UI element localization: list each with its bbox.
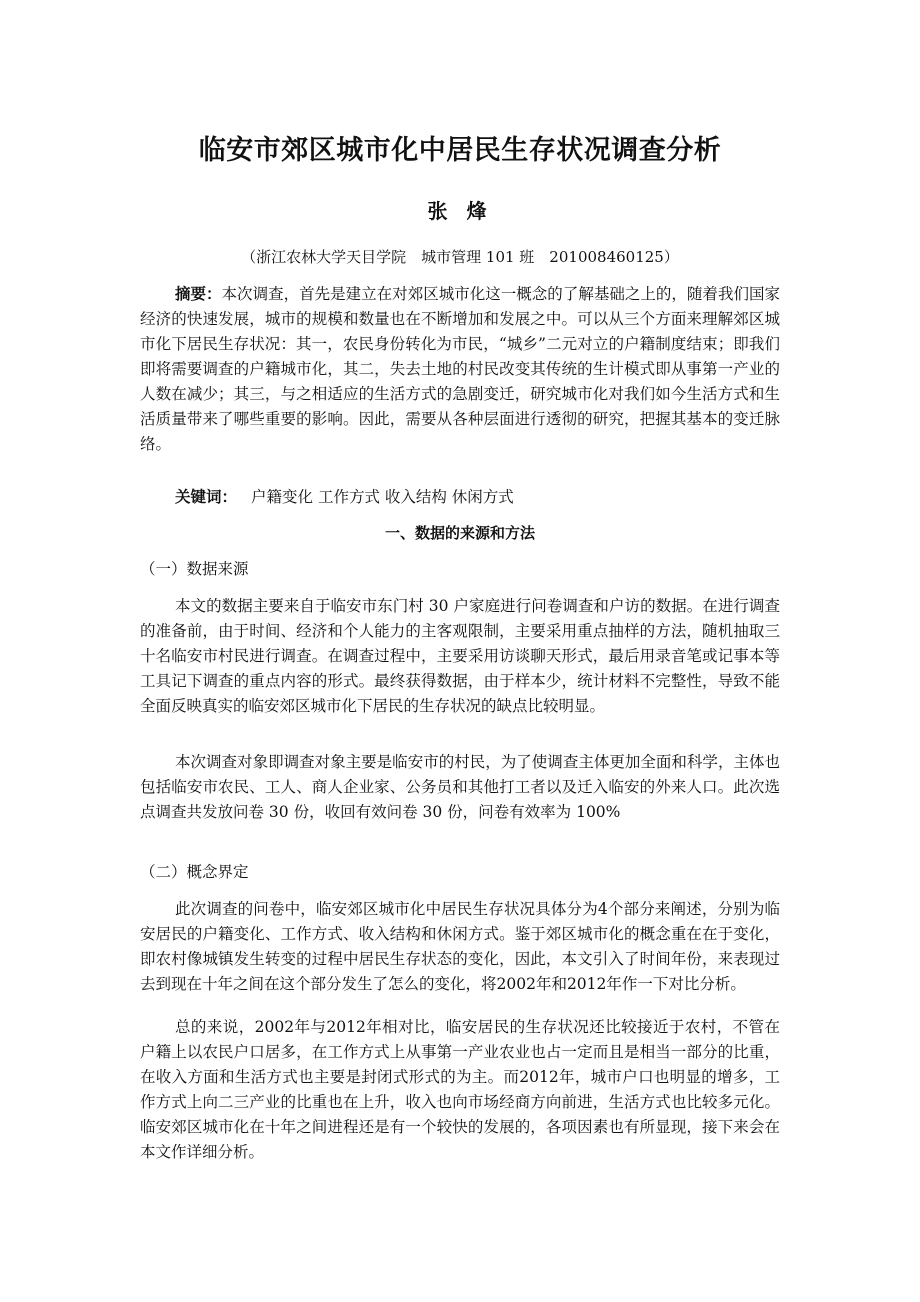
keywords-label: 关键词： [175,488,238,506]
paragraph-data-source-1: 本文的数据主要来自于临安市东门村 30 户家庭进行问卷调查和户访的数据。在进行调查的准备前，由于时间、经济和个人能力的主客观限制，主要采用重点抽样的方法，随机抽取三十名临安市村民进行调查。在调查过程中，主要采用访谈聊天形式，最后用录音笔或记事本等工具记下调查的重点内容的形式。最终获得数据，由于样本少，统计材料不完整性，导致不能全面反映真实的临安郊区城市化下居民的生存状况的缺点比较明显。 [140,597,780,715]
abstract-text: 本次调查，首先是建立在对郊区城市化这一概念的了解基础之上的，随着我们国家经济的快速发展，城市的规模和数量也在不断增加和发展之中。可以从三个方面来理解郊区城市化下居民生存状况：其一，农民身份转化为市民，“城乡”二元对立的户籍制度结束；即我们即将需要调查的户籍城市化，其二，失去土地的村民改变其传统的生计模式即从事第一产业的人数在减少；其三，与之相适应的生活方式的急剧变迁，研究城市化对我们如今生活方式和生活质量带来了哪些重要的影响。因此，需要从各种层面进行透彻的研究，把握其基本的变迁脉络。 [140,285,780,453]
paragraph-data-source-2: 本次调查对象即调查对象主要是临安市的村民，为了使调查主体更加全面和科学，主体也包括临安市农民、工人、商人企业家、公务员和其他打工者以及迁入临安的外来人口。此次选点调查共发放问卷 30 份，收回有效问卷 30 份，问卷有效率为 100% [140,753,780,821]
subsection-heading-concept: （二）概念界定 [140,863,249,881]
section-heading: 一、数据的来源和方法 [384,524,535,542]
paragraph-concept-1: 此次调查的问卷中，临安郊区城市化中居民生存状况具体分为4个部分来阐述，分别为临安居民的户籍变化、工作方式、收入结构和休闲方式。鉴于郊区城市化的概念重在在于变化，即农村像城镇发生转变的过程中居民生存状态的变化，因此，本文引入了时间年份，来表现过去到现在十年之间在这个部分发生了怎么的变化，将2002年和2012年作一下对比分析。 [140,900,780,993]
subsection-heading-data-source: （一）数据来源 [140,560,249,578]
abstract-paragraph [140,282,780,457]
author-affiliation: （浙江农林大学天目学院 城市管理 101 班 201008460125） [241,248,679,266]
abstract-label: 摘要： [175,285,222,303]
author-name: 张 烽 [427,199,493,223]
paragraph-concept-2: 总的来说，2002年与2012年相对比，临安居民的生存状况还比较接近于农村，不管在户籍上以农民户口居多，在工作方式上从事第一产业农业也占一定而且是相当一部分的比重，在收入方面和生活方式也主要是封闭式形式的为主。而2012年，城市户口也明显的增多，工作方式上向二三产业的比重也在上升，收入也向市场经商方向前进，生活方式也比较多元化。临安郊区城市化在十年之间进程还是有一个较快的发展的，各项因素也有所显现，接下来会在本文作详细分析。 [140,1018,780,1161]
keywords-values: 户籍变化 工作方式 收入结构 休闲方式 [251,488,514,506]
keywords-line [140,485,780,510]
paper-title: 临安市郊区城市化中居民生存状况调查分析 [198,135,722,166]
